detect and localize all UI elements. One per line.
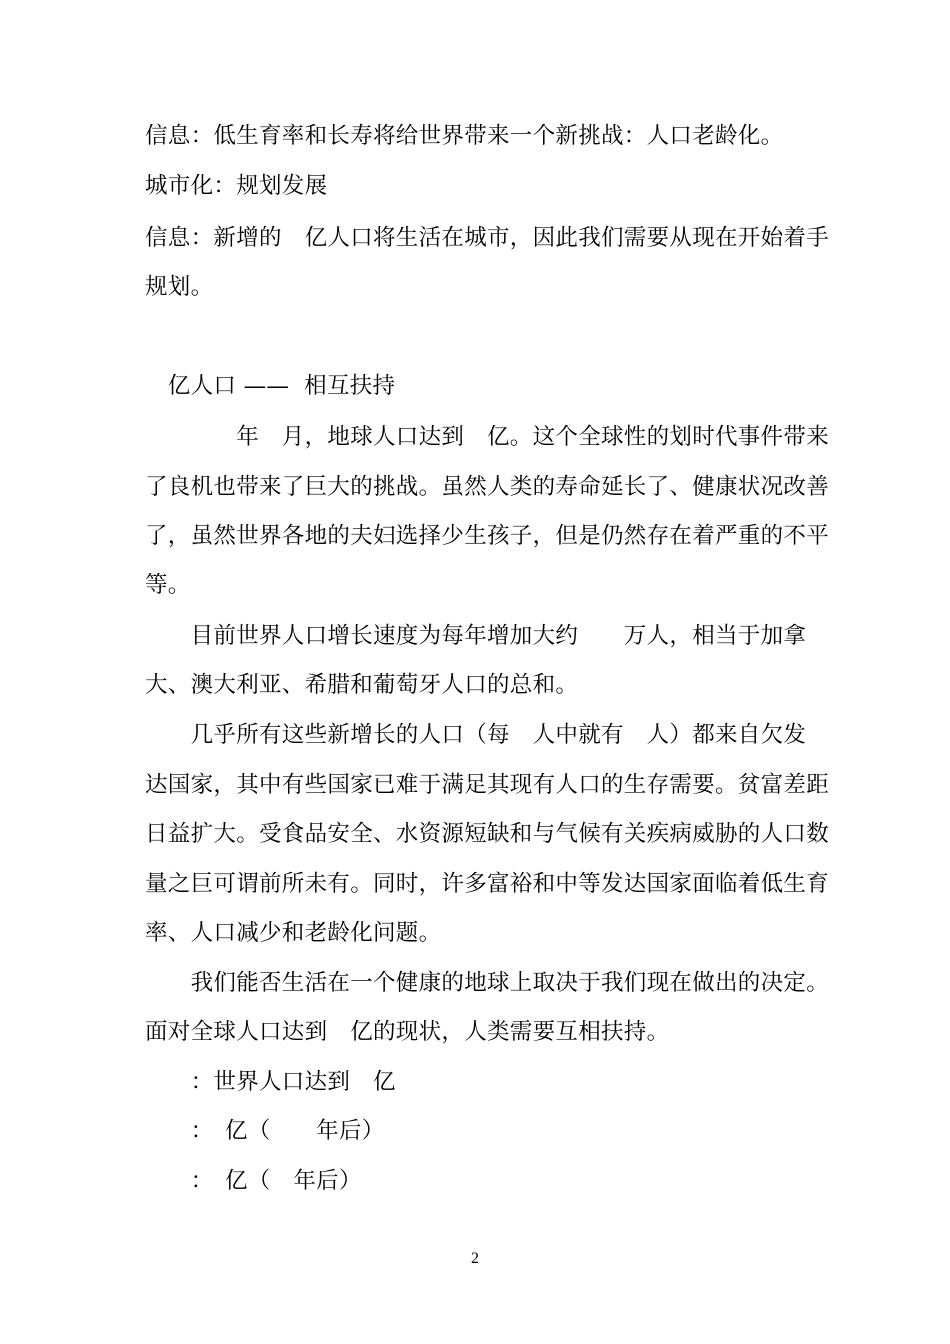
page-number: 2 bbox=[471, 1250, 479, 1267]
paragraph-line-info-urban-cont: 规划。 bbox=[145, 274, 214, 300]
list-item: ： 亿（ 年后） bbox=[145, 1118, 385, 1144]
body-line: 几乎所有这些新增长的人口（每 人中就有 人）都来自欠发 bbox=[145, 722, 807, 748]
list-item: ：世界人口达到 亿 bbox=[145, 1069, 396, 1095]
paragraph-line-info-aging: 信息：低生育率和长寿将给世界带来一个新挑战：人口老龄化。 bbox=[145, 123, 784, 149]
body-line: 大、澳大利亚、希腊和葡萄牙人口的总和。 bbox=[145, 672, 579, 698]
body-line: 量之巨可谓前所未有。同时，许多富裕和中等发达国家面临着低生育 bbox=[145, 871, 830, 897]
body-line: 我们能否生活在一个健康的地球上取决于我们现在做出的决定。 bbox=[145, 970, 830, 996]
list-item: ： 亿（ 年后） bbox=[145, 1168, 362, 1194]
body-line: 日益扩大。受食品安全、水资源短缺和与气候有关疾病威胁的人口数 bbox=[145, 821, 830, 847]
body-line: 面对全球人口达到 亿的现状，人类需要互相扶持。 bbox=[145, 1019, 670, 1045]
body-line: 了，虽然世界各地的夫妇选择少生孩子，但是仍然存在着严重的不平 bbox=[145, 523, 830, 549]
body-line: 达国家，其中有些国家已难于满足其现有人口的生存需要。贫富差距 bbox=[145, 772, 830, 798]
paragraph-line-info-urban: 信息：新增的 亿人口将生活在城市，因此我们需要从现在开始着手 bbox=[145, 225, 830, 251]
section-heading-mutual-support: 亿人口 —— 相互扶持 bbox=[145, 373, 396, 399]
body-line: 了良机也带来了巨大的挑战。虽然人类的寿命延长了、健康状况改善 bbox=[145, 474, 830, 500]
heading-urbanization: 城市化：规划发展 bbox=[145, 173, 328, 199]
body-line: 目前世界人口增长速度为每年增加大约 万人，相当于加拿 bbox=[145, 623, 807, 649]
body-line: 等。 bbox=[145, 572, 191, 598]
body-line: 率、人口减少和老龄化问题。 bbox=[145, 920, 442, 946]
body-line: 年 月，地球人口达到 亿。这个全球性的划时代事件带来 bbox=[145, 424, 830, 450]
